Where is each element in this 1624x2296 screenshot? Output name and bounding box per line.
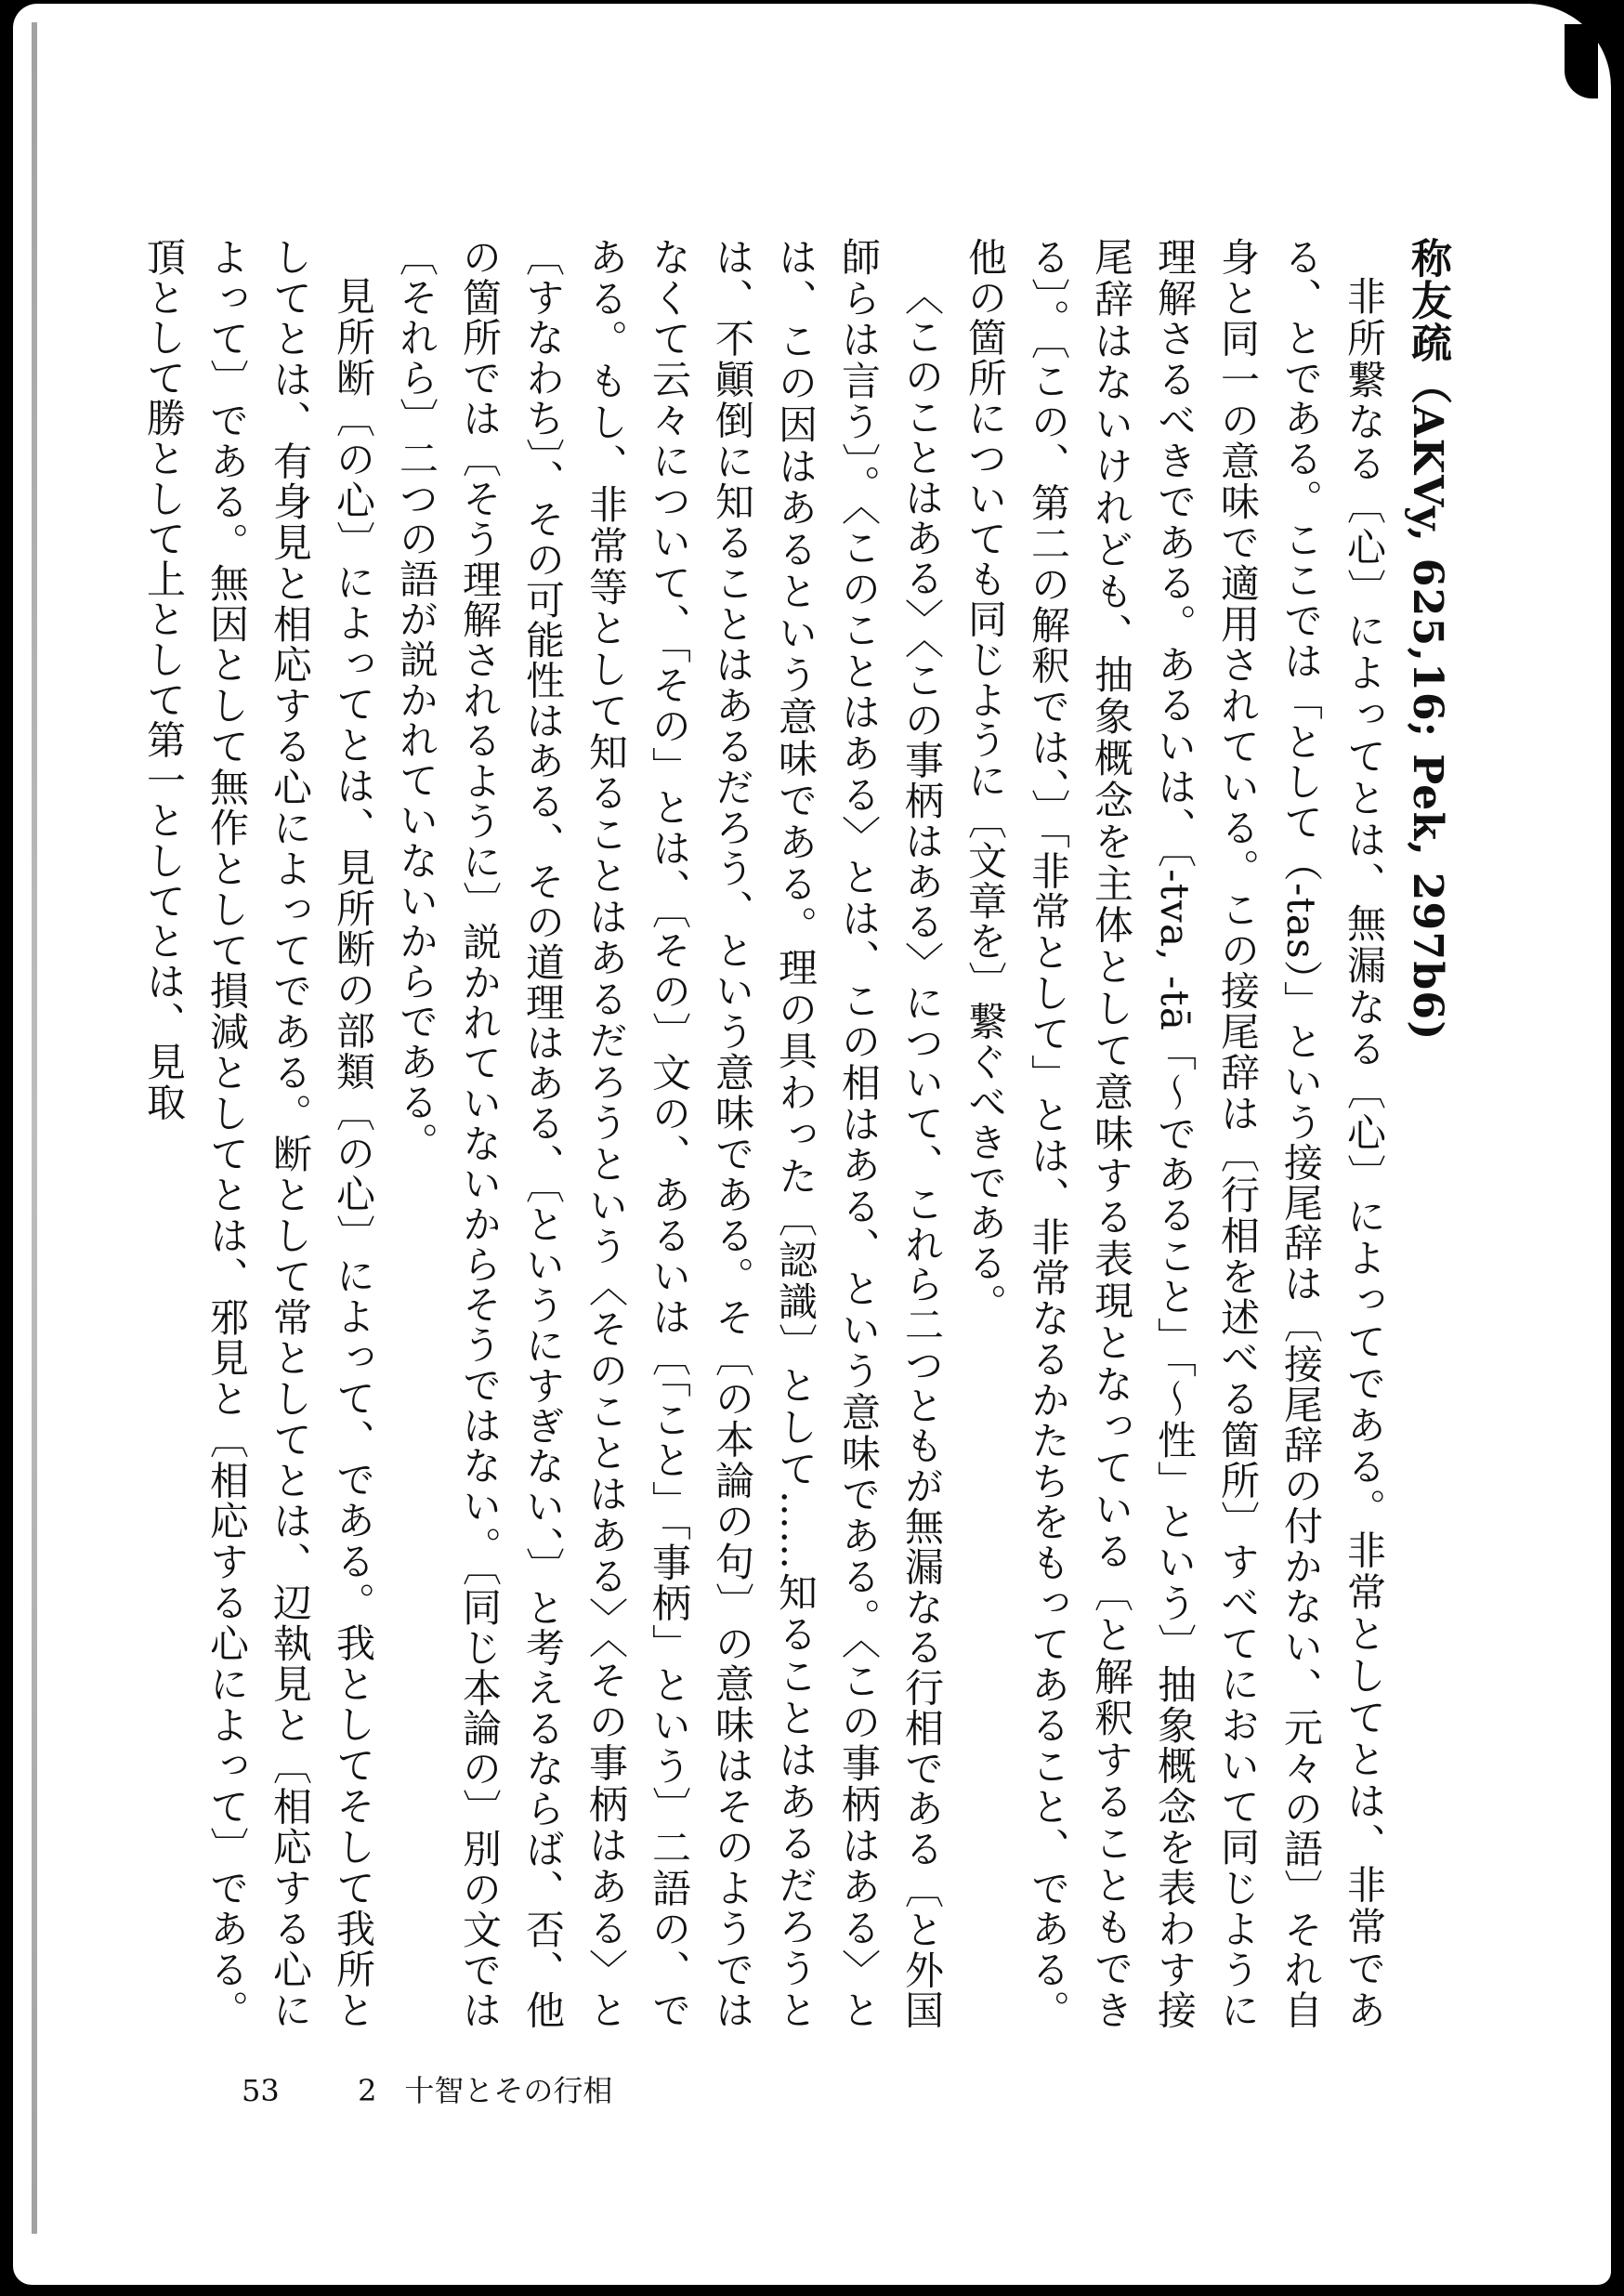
- chapter-title: 十智とその行相: [404, 2073, 613, 2108]
- chapter-number: 2: [358, 2073, 377, 2108]
- paragraph-2: 〈このことはある〉〈この事柄はある〉について、これら二つともが無漏なる行相である〔と外国師らは言う〕。〈このことはある〉とは、この相はある、という意味である。〈この事柄はある〉とは、この因はあるという意味である。理の具わった〔認識〕として……知ることはあるだろうとは、不顚倒に知ることはあるだろう、という意味である。そ〔の本論の句〕の意味はそのようではなくて云々について、「その」とは、〔その〕文の、あるいは〔「こと」「事柄」という〕二語の、である。もし、非常等として知ることはあるだろうという〈そのことはある〉〈その事柄はある〉と〔すなわち〕、その可能性はある、その道理はある、〔というにすぎない、〕と考えるならば、否、他の箇所では〔そう理解されるように〕説かれていないからそうではない。〔同じ本論の〕別の文では〔それら〕二つの語が説かれていないからである。: [394, 237, 945, 2030]
- paragraph-3: 見所断〔の心〕によってとは、見所断の部類〔の心〕によって、である。我としてそして我所としてとは、有身見と相応する心によってである。断として常としてとは、辺執見と〔相応する心によって〕である。無因として無作として損減としてとは、邪見と〔相応する心によって〕である。頂として勝として上として第一としてとは、見取: [141, 237, 376, 2030]
- section-heading: 称友疏（AKVy, 625,16; Pek, 297b6): [1404, 237, 1451, 1042]
- page-number: 53: [242, 2073, 280, 2108]
- paragraph-1: 非所繋なる〔心〕によってとは、無漏なる〔心〕によってである。非常としてとは、非常である、とである。ここでは「として（-tas）」という接尾辞は〔接尾辞の付かない、元々の語〕それ自身と同一の意味で適用されている。この接尾辞は〔行相を述べる箇所〕すべてにおいて同じように理解さるべきである。あるいは、〔-tva, -tā「～であること」「～性」という〕抽象概念を表わす接尾辞はないけれども、抽象概念を主体として意味する表現となっている〔と解釈することもできる〕。〔この、第二の解釈では、〕「非常として」とは、非常なるかたちをもってあること、である。他の箇所についても同じように〔文章を〕繋ぐべきである。: [963, 237, 1387, 2030]
- scan-binding-edge: [32, 22, 37, 2234]
- page-footer: [242, 2067, 612, 2114]
- vertical-text-block: [141, 237, 1459, 2030]
- scan-corner-shadow: [1565, 24, 1598, 98]
